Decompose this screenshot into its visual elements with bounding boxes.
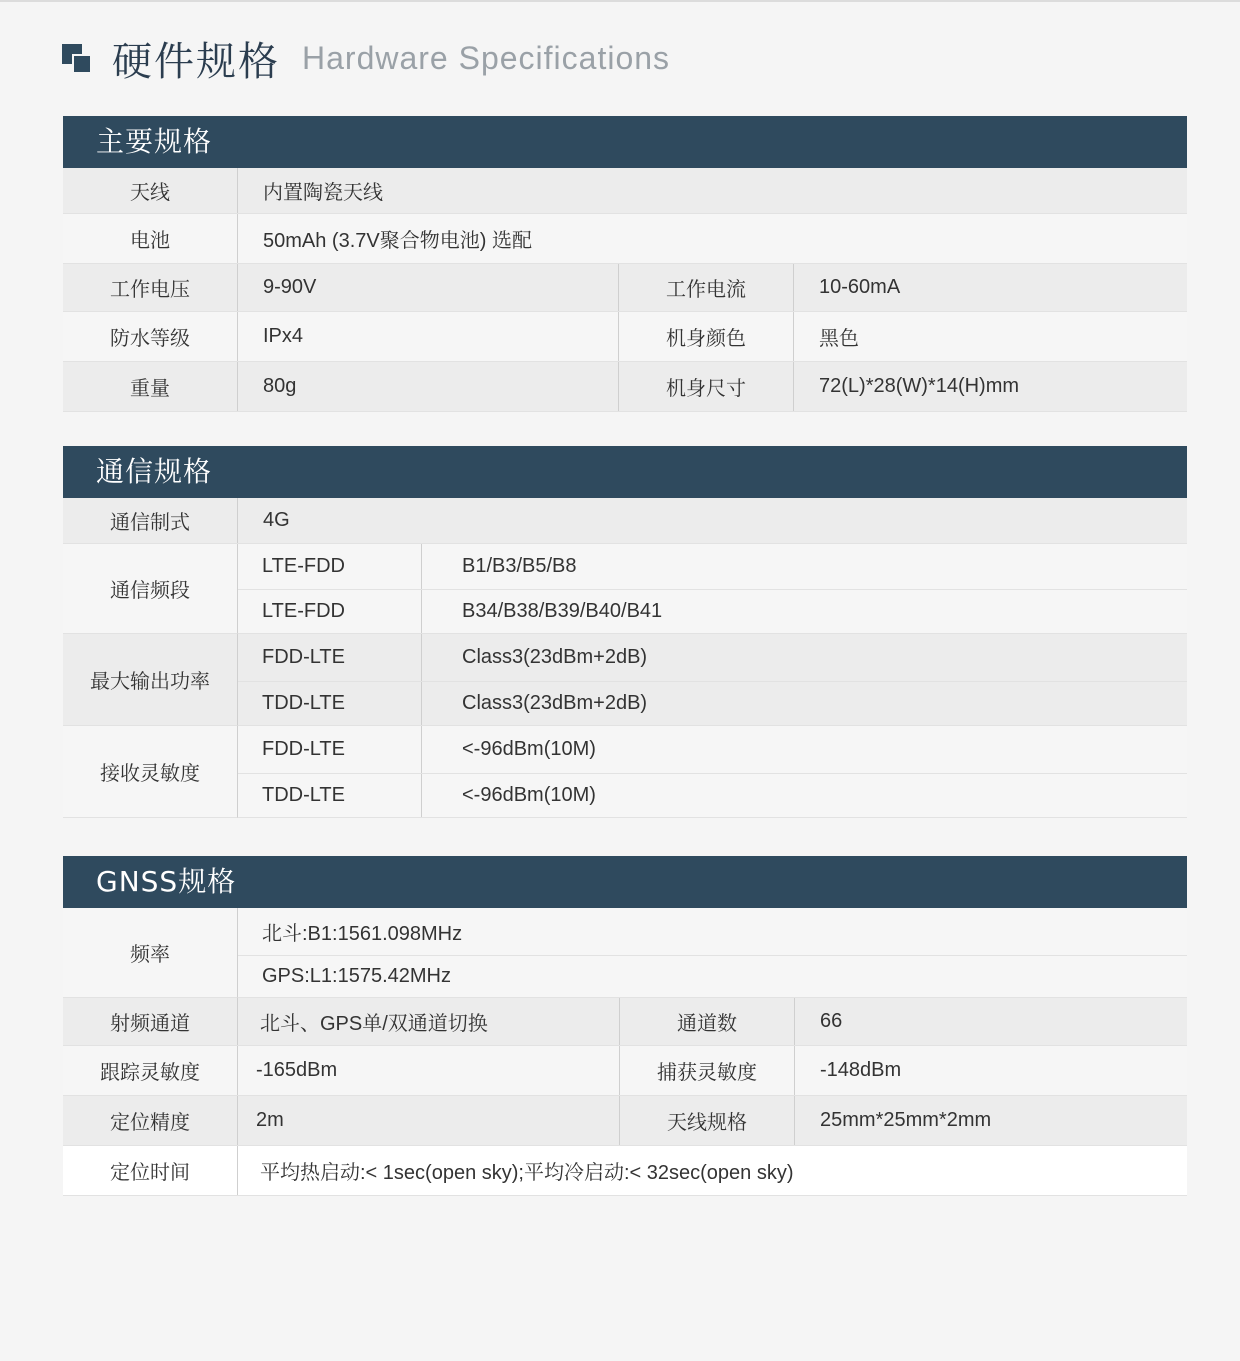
- gnss-spec-section: [63, 856, 1187, 1196]
- spec-subrow: [238, 726, 1187, 774]
- spec-row-antenna: [63, 168, 1187, 214]
- spec-group-sensitivity: [63, 726, 1187, 818]
- spec-subrow: [238, 590, 1187, 634]
- spec-value: 平均热启动:< 1sec(open sky);平均冷启动:< 32sec(open sky): [260, 1162, 794, 1184]
- spec-label: 射频通道: [63, 998, 238, 1045]
- spec-subrow: [238, 908, 1187, 956]
- spec-label: 工作电压: [63, 264, 238, 311]
- spec-value: 50mAh (3.7V聚合物电池) 选配: [263, 230, 532, 252]
- section-title: 通信规格: [63, 446, 1187, 498]
- spec-value: 4G: [263, 509, 290, 531]
- spec-value: 25mm*25mm*2mm: [820, 1109, 992, 1131]
- spec-row-weight-size: [63, 362, 1187, 412]
- spec-key: LTE-FDD: [238, 544, 422, 589]
- top-divider: [0, 0, 1240, 2]
- section-title: 主要规格: [63, 116, 1187, 168]
- spec-row-sensitivity: [63, 1046, 1187, 1096]
- section-title: GNSS规格: [63, 856, 1187, 908]
- spec-label: 最大输出功率: [63, 634, 238, 726]
- spec-subrow: [238, 956, 1187, 998]
- spec-label: 接收灵敏度: [63, 726, 238, 818]
- spec-value: Class3(23dBm+2dB): [462, 646, 648, 668]
- comm-spec-section: [63, 446, 1187, 818]
- spec-value: 内置陶瓷天线: [263, 182, 383, 204]
- spec-label: 天线规格: [620, 1096, 795, 1145]
- spec-value: B1/B3/B5/B8: [462, 555, 577, 577]
- spec-value: 72(L)*28(W)*14(H)mm: [819, 375, 1020, 397]
- spec-label: 防水等级: [63, 312, 238, 361]
- spec-label: 通道数: [620, 998, 795, 1045]
- spec-key: TDD-LTE: [238, 774, 422, 817]
- spec-key: TDD-LTE: [238, 682, 422, 725]
- spec-label: 工作电流: [619, 264, 794, 311]
- spec-value: 10-60mA: [819, 276, 901, 298]
- page-subtitle: Hardware Specifications: [302, 39, 671, 76]
- spec-subrow: [238, 774, 1187, 818]
- spec-row-accuracy: [63, 1096, 1187, 1146]
- spec-value: IPx4: [238, 312, 619, 361]
- spec-value: -165dBm: [238, 1046, 620, 1095]
- spec-value: 80g: [238, 362, 619, 411]
- spec-label: 电池: [63, 214, 238, 263]
- spec-value: B34/B38/B39/B40/B41: [462, 600, 663, 622]
- section-square-icon: [62, 44, 90, 72]
- spec-key: FDD-LTE: [238, 726, 422, 773]
- spec-value: <-96dBm(10M): [462, 738, 596, 760]
- spec-row-waterproof-color: [63, 312, 1187, 362]
- spec-value: 北斗、GPS单/双通道切换: [238, 998, 620, 1045]
- spec-label: 机身颜色: [619, 312, 794, 361]
- spec-value: <-96dBm(10M): [462, 784, 596, 806]
- spec-label: 重量: [63, 362, 238, 411]
- spec-row-ttff: [63, 1146, 1187, 1196]
- spec-key: LTE-FDD: [238, 590, 422, 633]
- spec-label: 跟踪灵敏度: [63, 1046, 238, 1095]
- spec-row-battery: [63, 214, 1187, 264]
- spec-value: 黑色: [819, 328, 859, 350]
- spec-label: 天线: [63, 168, 238, 213]
- spec-value: 北斗:B1:1561.098MHz: [262, 923, 463, 945]
- spec-label: 定位精度: [63, 1096, 238, 1145]
- spec-value: 66: [820, 1010, 843, 1032]
- spec-value: Class3(23dBm+2dB): [462, 692, 648, 714]
- spec-group-power: [63, 634, 1187, 726]
- spec-label: 频率: [63, 908, 238, 998]
- spec-key: FDD-LTE: [238, 634, 422, 681]
- page-header: [62, 30, 670, 86]
- spec-label: 捕获灵敏度: [620, 1046, 795, 1095]
- spec-row-rf-channel: [63, 998, 1187, 1046]
- spec-value: -148dBm: [820, 1059, 902, 1081]
- spec-label: 通信频段: [63, 544, 238, 634]
- spec-group-frequency: [63, 908, 1187, 998]
- page-title: 硬件规格: [112, 38, 280, 85]
- spec-subrow: [238, 682, 1187, 726]
- spec-label: 机身尺寸: [619, 362, 794, 411]
- spec-label: 定位时间: [63, 1146, 238, 1195]
- spec-label: 通信制式: [63, 498, 238, 543]
- spec-value: 2m: [238, 1096, 620, 1145]
- main-spec-section: [63, 116, 1187, 412]
- spec-value: GPS:L1:1575.42MHz: [262, 965, 451, 987]
- spec-subrow: [238, 634, 1187, 682]
- spec-row-standard: [63, 498, 1187, 544]
- spec-value: 9-90V: [238, 264, 619, 311]
- spec-row-voltage-current: [63, 264, 1187, 312]
- spec-subrow: [238, 544, 1187, 590]
- spec-group-bands: [63, 544, 1187, 634]
